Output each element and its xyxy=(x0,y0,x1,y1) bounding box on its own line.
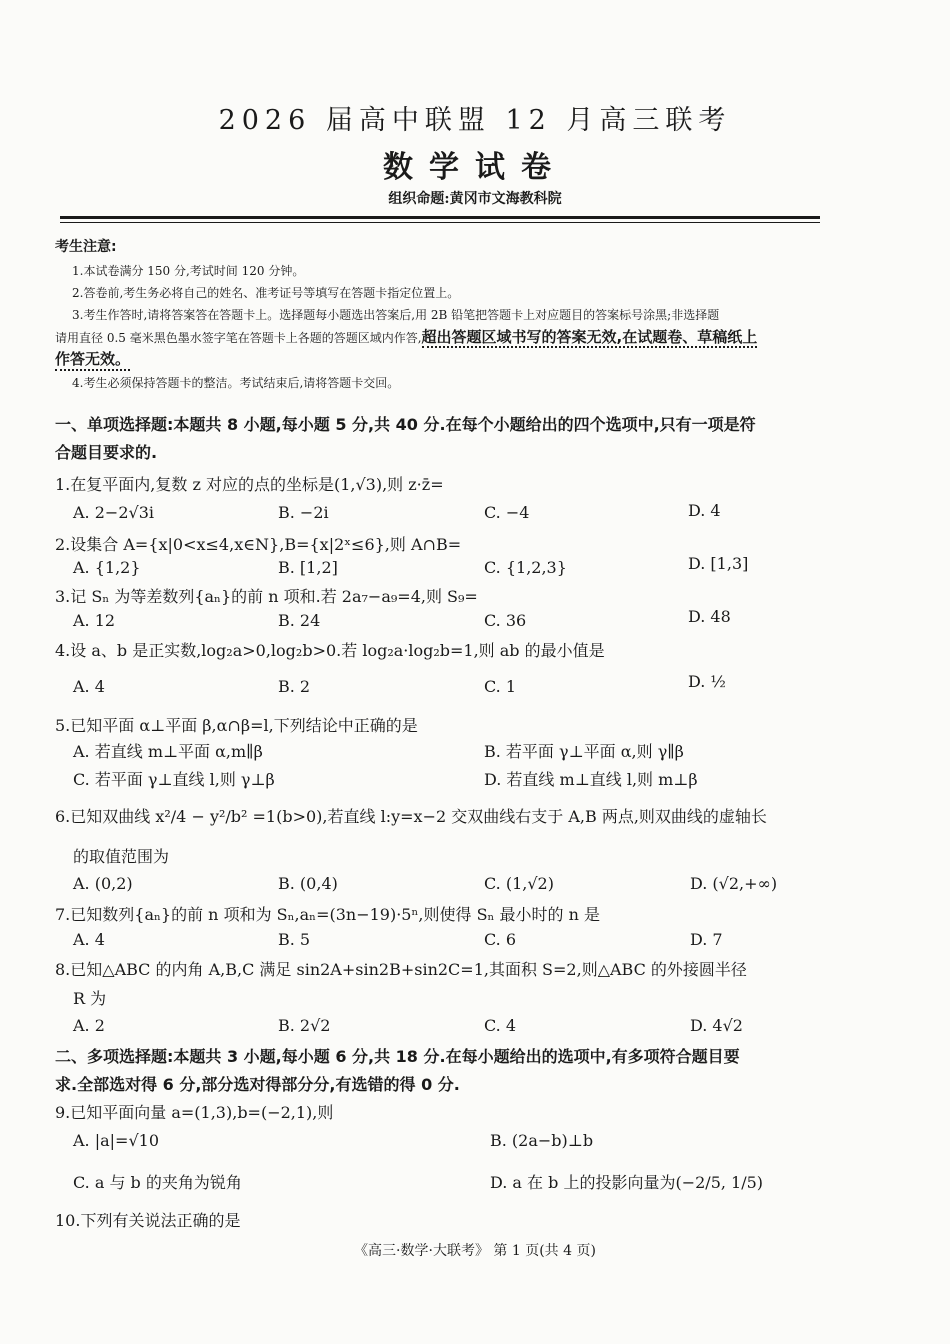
q7-option-b: B. 5 xyxy=(278,930,311,949)
notice-item-3-line2 xyxy=(55,326,757,347)
q3-stem: 3.记 Sₙ 为等差数列{aₙ}的前 n 项和.若 2a₇−a₉=4,则 S₉= xyxy=(55,587,478,606)
q2-option-b: B. [1,2] xyxy=(278,558,338,577)
q3-option-c: C. 36 xyxy=(484,611,527,630)
q8-stem: 8.已知△ABC 的内角 A,B,C 满足 sin2A+sin2B+sin2C=1,其面积 S=2,则△ABC 的外接圆半径 xyxy=(55,960,747,979)
q10-stem: 10.下列有关说法正确的是 xyxy=(55,1211,241,1230)
q5-option-a: A. 若直线 m⊥平面 α,m∥β xyxy=(73,742,263,761)
q7-option-c: C. 6 xyxy=(484,930,517,949)
q8-option-a: A. 2 xyxy=(73,1016,105,1035)
q5-option-c: C. 若平面 γ⊥直线 l,则 γ⊥β xyxy=(73,770,275,789)
notice-item-3-emphasis: 超出答题区域书写的答案无效,在试题卷、草稿纸上 xyxy=(421,328,758,346)
q2-stem: 2.设集合 A={x|0<x≤4,x∈N},B={x|2ˣ≤6},则 A∩B= xyxy=(55,535,462,554)
q9-stem: 9.已知平面向量 a=(1,3),b=(−2,1),则 xyxy=(55,1103,334,1122)
organizer-line: 组织命题:黄冈市文海教科院 xyxy=(388,191,562,207)
q1-option-d: D. 4 xyxy=(688,501,721,520)
q8-option-b: B. 2√2 xyxy=(278,1016,331,1035)
subject-title: 数学试卷 xyxy=(383,150,567,185)
q5-option-b: B. 若平面 γ⊥平面 α,则 γ∥β xyxy=(484,742,684,761)
q1-option-c: C. −4 xyxy=(484,503,530,522)
notice-item-3: 3.考生作答时,请将答案答在答题卡上。选择题每小题选出答案后,用 2B 铅笔把答题卡上对应题目的答案标号涂黑;非选择题 xyxy=(72,308,720,322)
q9-option-b: B. (2a−b)⊥b xyxy=(490,1131,594,1150)
section1-heading-cont: 合题目要求的. xyxy=(55,443,158,462)
q3-option-a: A. 12 xyxy=(73,611,116,630)
q6-option-b: B. (0,4) xyxy=(278,874,338,893)
section2-heading: 二、多项选择题:本题共 3 小题,每小题 6 分,共 18 分.在每小题给出的选项中,有多项符合题目要 xyxy=(55,1047,740,1066)
q4-option-d: D. ½ xyxy=(688,672,726,691)
q1-stem: 1.在复平面内,复数 z 对应的点的坐标是(1,√3),则 z·z̄= xyxy=(55,475,444,494)
q5-option-d: D. 若直线 m⊥直线 l,则 m⊥β xyxy=(484,770,698,789)
header-rule-thick xyxy=(60,216,820,219)
exam-title: 2026 届高中联盟 12 月高三联考 xyxy=(218,105,732,136)
q7-stem: 7.已知数列{aₙ}的前 n 项和为 Sₙ,aₙ=(3n−19)·5ⁿ,则使得 Sₙ 最小时的 n 是 xyxy=(55,905,601,924)
section1-heading: 一、单项选择题:本题共 8 小题,每小题 5 分,共 40 分.在每个小题给出的四个选项中,只有一项是符 xyxy=(55,415,756,434)
q4-option-a: A. 4 xyxy=(73,677,105,696)
section2-heading-cont: 求.全部选对得 6 分,部分选对得部分分,有选错的得 0 分. xyxy=(55,1075,460,1094)
notice-item-3-text: 请用直径 0.5 毫米黑色墨水签字笔在答题卡上各题的答题区域内作答, xyxy=(55,331,422,345)
q1-option-b: B. −2i xyxy=(278,503,329,522)
notice-title: 考生注意: xyxy=(55,239,117,255)
q8-option-d: D. 4√2 xyxy=(690,1016,743,1035)
q3-option-d: D. 48 xyxy=(688,607,731,626)
header-rule-thin xyxy=(60,222,820,223)
page-footer: 《高三·数学·大联考》 第 1 页(共 4 页) xyxy=(354,1243,596,1259)
q5-stem: 5.已知平面 α⊥平面 β,α∩β=l,下列结论中正确的是 xyxy=(55,716,418,735)
q7-option-d: D. 7 xyxy=(690,930,723,949)
q1-option-a: A. 2−2√3i xyxy=(73,503,154,522)
q7-option-a: A. 4 xyxy=(73,930,105,949)
q6-option-c: C. (1,√2) xyxy=(484,874,554,893)
q2-option-c: C. {1,2,3} xyxy=(484,558,567,577)
q4-option-c: C. 1 xyxy=(484,677,517,696)
q9-option-c: C. a 与 b 的夹角为锐角 xyxy=(73,1173,242,1192)
q8-stem-cont: R 为 xyxy=(73,989,107,1008)
notice-item-4: 4.考生必须保持答题卡的整洁。考试结束后,请将答题卡交回。 xyxy=(72,376,400,390)
q4-stem: 4.设 a、b 是正实数,log₂a>0,log₂b>0.若 log₂a·log₂b=1,则 ab 的最小值是 xyxy=(55,641,605,660)
q8-option-c: C. 4 xyxy=(484,1016,517,1035)
q2-option-d: D. [1,3] xyxy=(688,554,749,573)
notice-item-2: 2.答卷前,考生务必将自己的姓名、准考证号等填写在答题卡指定位置上。 xyxy=(72,286,460,300)
q9-option-d: D. a 在 b 上的投影向量为(−2/5, 1/5) xyxy=(490,1173,764,1192)
notice-item-1: 1.本试卷满分 150 分,考试时间 120 分钟。 xyxy=(72,264,305,278)
q6-stem: 6.已知双曲线 x²/4 − y²/b² =1(b>0),若直线 l:y=x−2 交双曲线右支于 A,B 两点,则双曲线的虚轴长 xyxy=(55,807,767,826)
q6-option-d: D. (√2,+∞) xyxy=(690,874,778,893)
q6-stem-cont: 的取值范围为 xyxy=(73,847,170,866)
q6-option-a: A. (0,2) xyxy=(73,874,133,893)
notice-item-3-end: 作答无效。 xyxy=(55,348,130,371)
q2-option-a: A. {1,2} xyxy=(73,558,141,577)
q9-option-a: A. |a|=√10 xyxy=(73,1131,160,1150)
q4-option-b: B. 2 xyxy=(278,677,311,696)
q3-option-b: B. 24 xyxy=(278,611,321,630)
